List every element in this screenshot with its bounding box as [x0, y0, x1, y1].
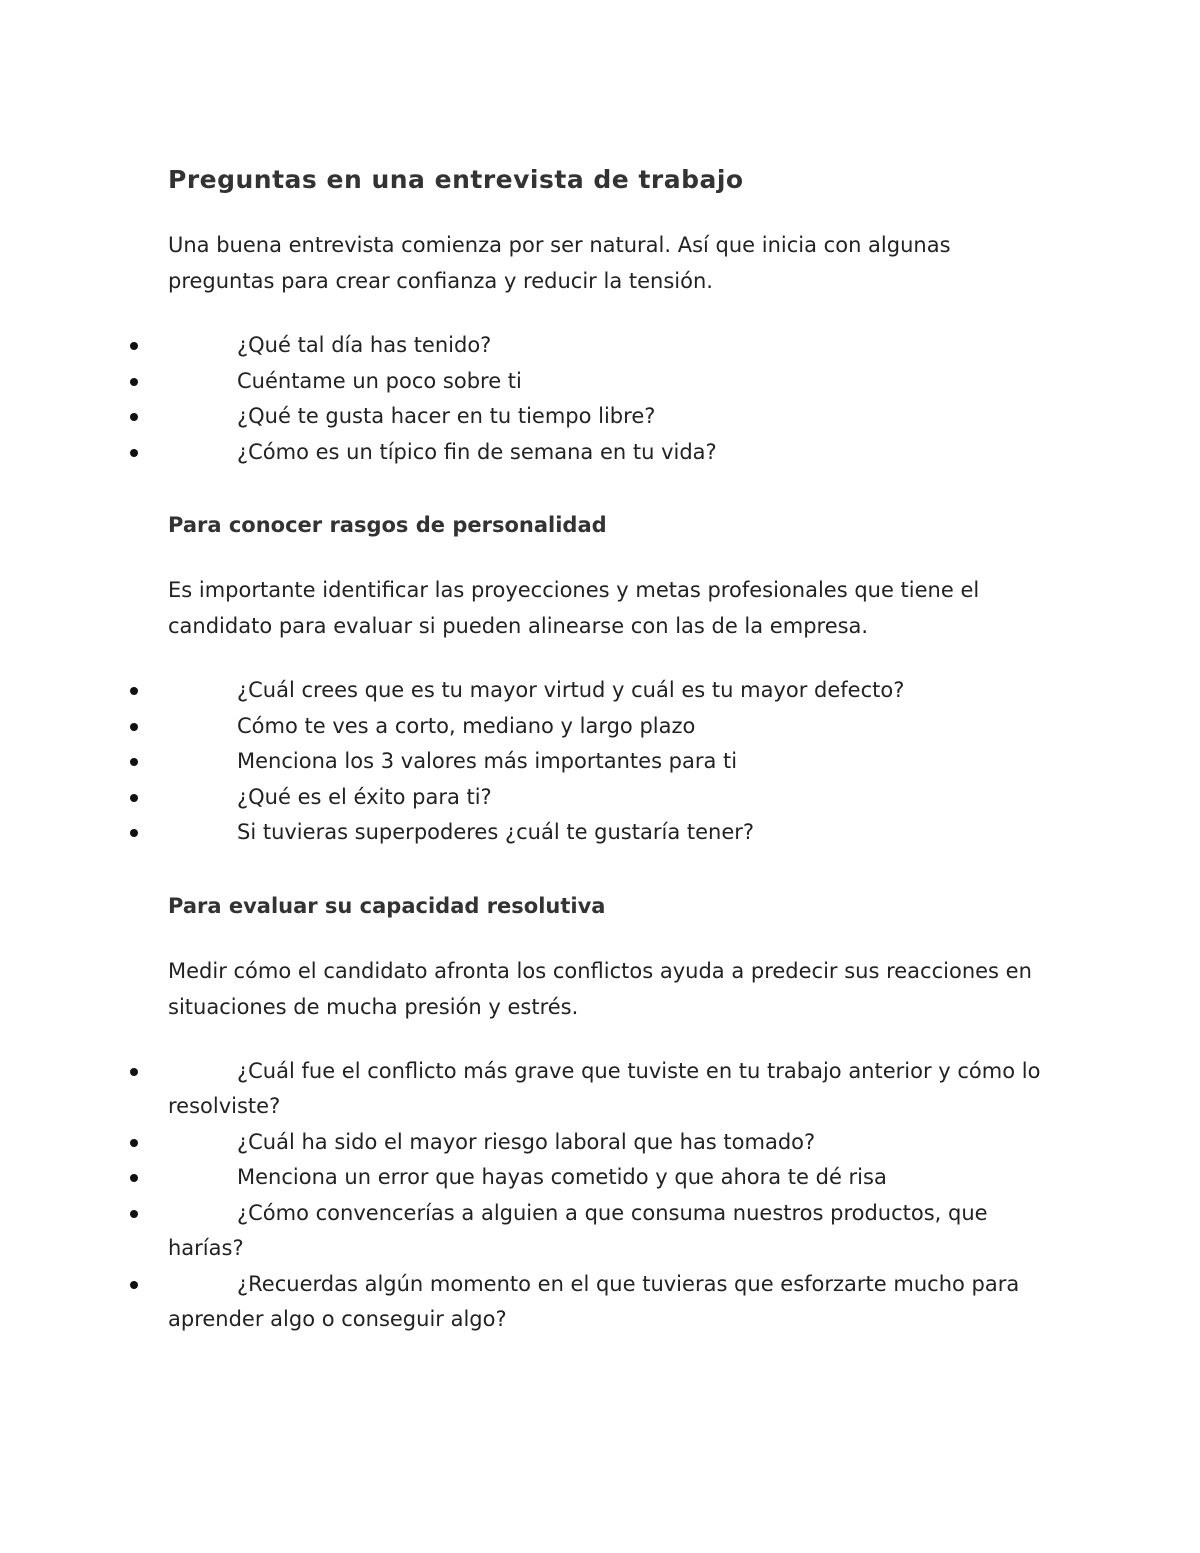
bullet-icon [130, 1068, 138, 1076]
section-heading-resolution: Para evaluar su capacidad resolutiva [168, 893, 606, 918]
list-item: ¿Qué te gusta hacer en tu tiempo libre? [168, 399, 1048, 435]
list-item: Menciona los 3 valores más importantes para ti [168, 744, 1048, 780]
intro-paragraph: Una buena entrevista comienza por ser natural. Así que inicia con algunas preguntas para crear confianza y reducir la tensión. [168, 233, 951, 293]
list-item: ¿Cuál fue el conflicto más grave que tuviste en tu trabajo anterior y cómo lo resolviste? [168, 1054, 1048, 1125]
bullet-icon [130, 378, 138, 386]
list-item: ¿Cómo convencerías a alguien a que consuma nuestros productos, que harías? [168, 1196, 1048, 1267]
bullet-icon [130, 723, 138, 731]
bullet-icon [130, 687, 138, 695]
list-item: ¿Recuerdas algún momento en el que tuvieras que esforzarte mucho para aprender algo o conseguir algo? [168, 1267, 1048, 1338]
list-item: Cuéntame un poco sobre ti [168, 364, 1048, 400]
bullet-icon [130, 449, 138, 457]
bullet-icon [130, 829, 138, 837]
bullet-icon [130, 1174, 138, 1182]
bullet-icon [130, 413, 138, 421]
bullet-icon [130, 342, 138, 350]
bullet-icon [130, 794, 138, 802]
list-item: ¿Cómo es un típico fin de semana en tu vida? [168, 435, 1048, 471]
list-item: ¿Qué tal día has tenido? [168, 328, 1048, 364]
list-item: Menciona un error que hayas cometido y que ahora te dé risa [168, 1160, 1048, 1196]
bullet-icon [130, 758, 138, 766]
resolution-paragraph: Medir cómo el candidato afronta los conflictos ayuda a predecir sus reacciones en situaciones de mucha presión y estrés. [168, 958, 1032, 1019]
list-item: ¿Cuál ha sido el mayor riesgo laboral que has tomado? [168, 1125, 1048, 1161]
bullet-list-intro [168, 328, 1048, 470]
section-heading-personality: Para conocer rasgos de personalidad [168, 513, 607, 537]
list-item: Cómo te ves a corto, mediano y largo plazo [168, 709, 1048, 745]
bullet-list-resolution [168, 1054, 1048, 1338]
document-body [168, 160, 1048, 1338]
bullet-icon [130, 1281, 138, 1289]
document-title: Preguntas en una entrevista de trabajo [168, 165, 744, 194]
list-item: Si tuvieras superpoderes ¿cuál te gustaría tener? [168, 815, 1048, 851]
list-item: ¿Cuál crees que es tu mayor virtud y cuál es tu mayor defecto? [168, 673, 1048, 709]
list-item: ¿Qué es el éxito para ti? [168, 780, 1048, 816]
bullet-icon [130, 1139, 138, 1147]
bullet-list-personality [168, 673, 1048, 851]
bullet-icon [130, 1210, 138, 1218]
personality-paragraph: Es importante identificar las proyecciones y metas profesionales que tiene el candidato para evaluar si pueden alinearse con las de la empresa. [168, 578, 980, 638]
